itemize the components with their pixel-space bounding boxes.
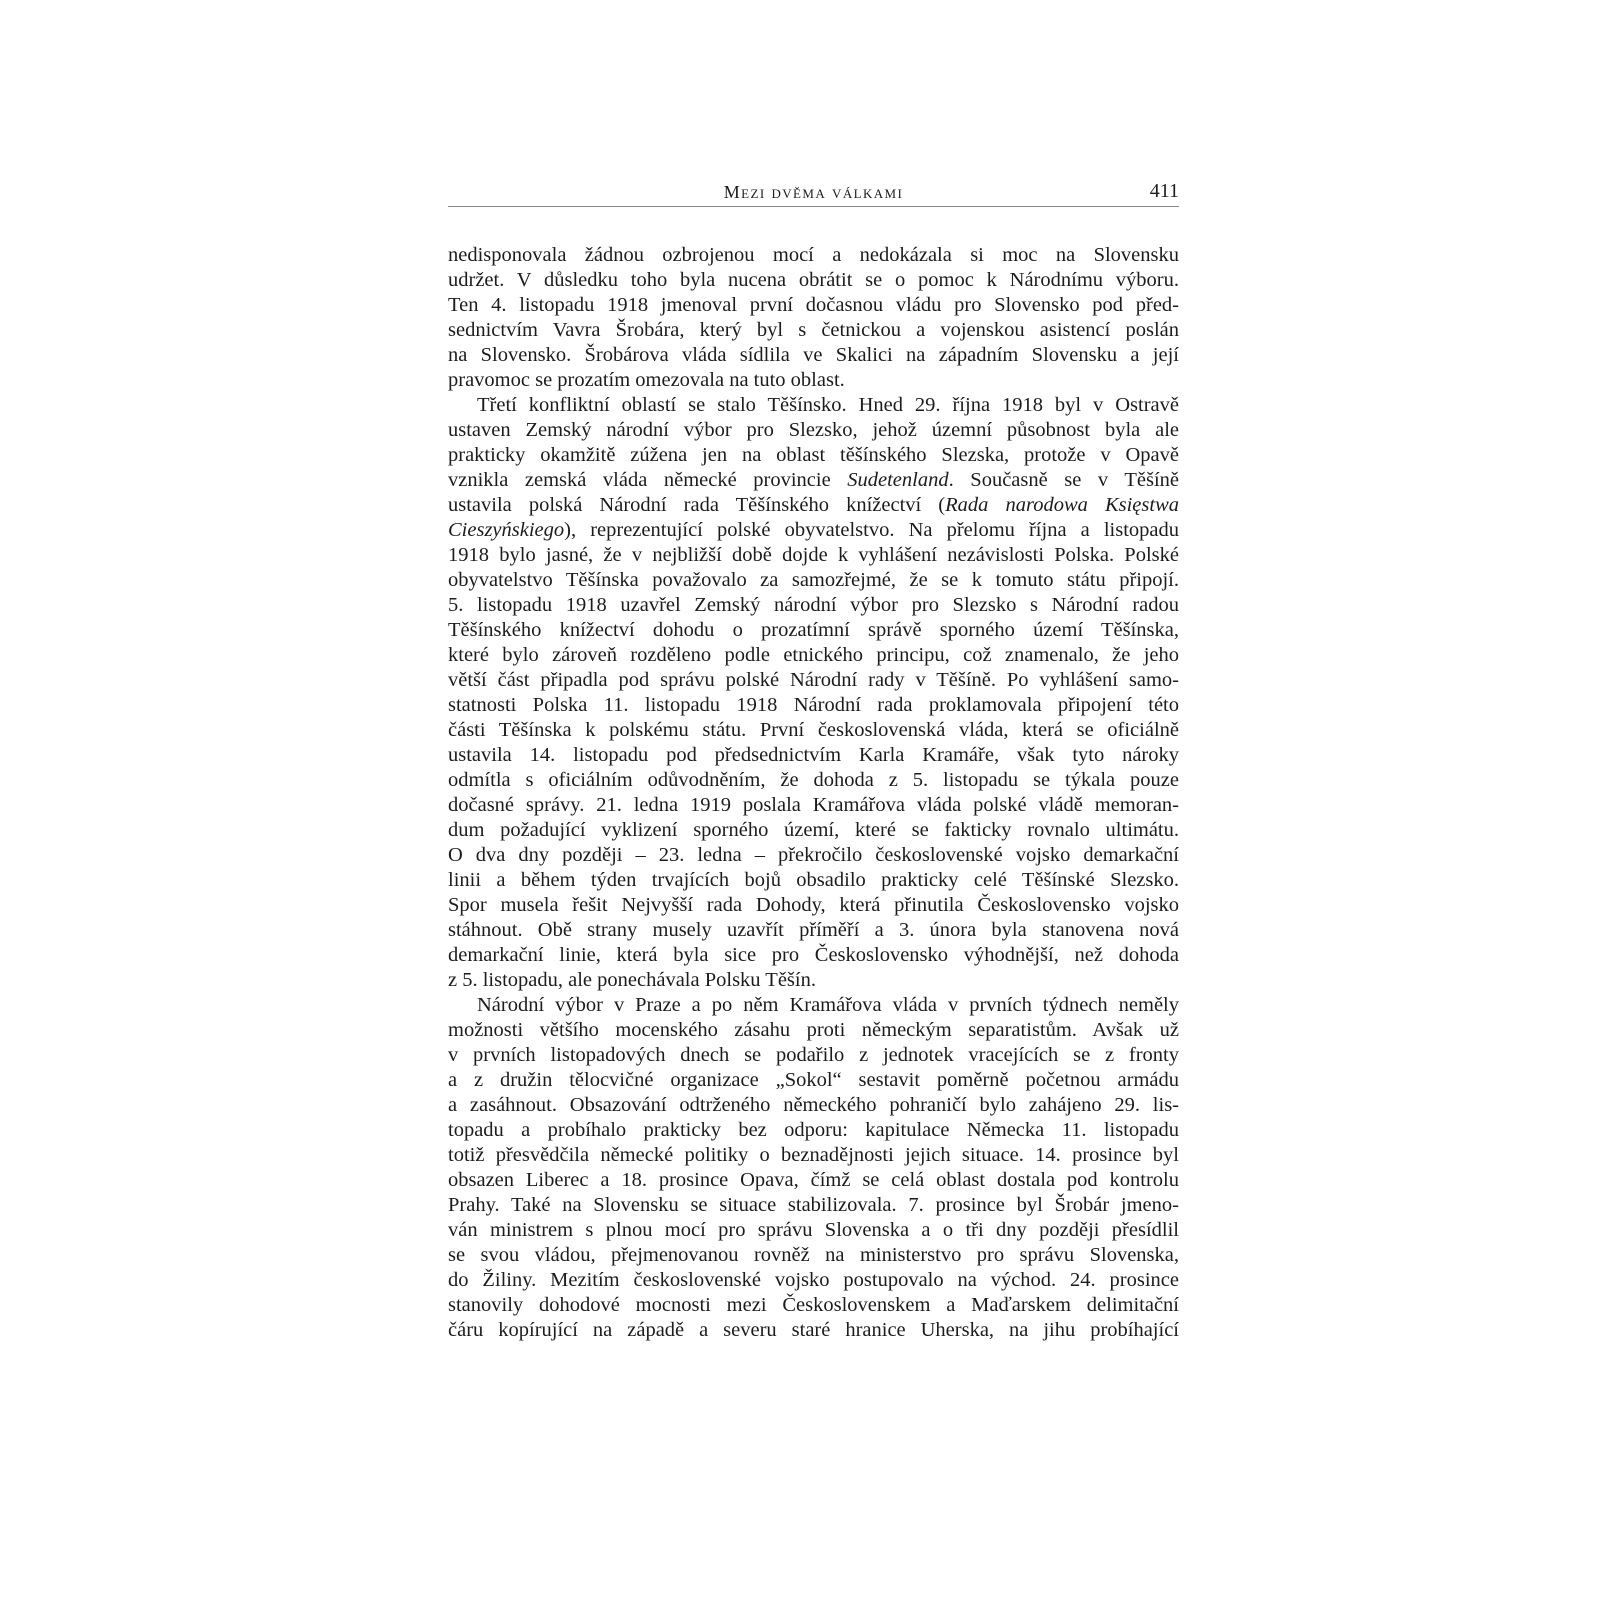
text-run: ), reprezentující polské obyvatelstvo. Na přelomu října a listopadu <box>564 519 1179 541</box>
text-line: Prahy. Také na Slovensku se situace stabilizovala. 7. prosince byl Šrobár jmeno- <box>448 1194 1179 1216</box>
text-line: statnosti Polska 11. listopadu 1918 Národní rada proklamovala připojení této <box>448 694 1179 716</box>
text-run: vznikla zemská vláda německé provincie <box>448 469 848 491</box>
page-number: 411 <box>1149 180 1179 202</box>
paragraph-2 <box>448 393 1179 993</box>
italic-term: Sudetenland <box>847 469 949 491</box>
text-line: stáhnout. Obě strany musely uzavřít příměří a 3. února byla stanovena nová <box>448 919 1179 941</box>
book-page <box>448 176 1179 1343</box>
text-line: se svou vládou, přejmenovanou rovněž na ministerstvo pro správu Slovenska, <box>448 1244 1179 1266</box>
text-line: Národní výbor v Praze a po něm Kramářova vláda v prvních týdnech neměly <box>477 994 1179 1016</box>
text-line <box>448 468 1179 493</box>
text-line <box>448 518 1179 543</box>
text-line: stanovily dohodové mocnosti mezi Československem a Maďarskem delimitační <box>448 1294 1179 1316</box>
text-line: prakticky okamžitě zúžena jen na oblast těšínského Slezska, protože v Opavě <box>448 444 1179 466</box>
text-line: odmítla s oficiálním odůvodněním, že dohoda z 5. listopadu se týkala pouze <box>448 769 1179 791</box>
text-line: Třetí konfliktní oblastí se stalo Těšínsko. Hned 29. října 1918 byl v Ostravě <box>477 394 1179 416</box>
text-line: na Slovensko. Šrobárova vláda sídlila ve Skalici na západním Slovensku a její <box>448 344 1179 366</box>
text-line: totiž přesvědčila německé politiky o beznadějnosti jejich situace. 14. prosince byl <box>448 1144 1179 1166</box>
italic-term: Cieszyńskiego <box>448 519 565 541</box>
text-line: čáru kopírující na západě a severu staré hranice Uherska, na jihu probíhající <box>448 1319 1179 1341</box>
text-line: z 5. listopadu, ale ponechávala Polsku Těšín. <box>448 969 816 991</box>
text-line: které bylo zároveň rozděleno podle etnického principu, což znamenalo, že jeho <box>448 644 1179 666</box>
running-title: Mezi dvěma válkami <box>723 182 904 202</box>
text-line: obyvatelstvo Těšínska považovalo za samozřejmé, že se k tomuto státu připojí. <box>448 569 1179 591</box>
italic-term: Rada narodowa Księstwa <box>945 494 1179 516</box>
text-line: dum požadující vyklizení sporného území, které se fakticky rovnalo ultimátu. <box>448 819 1179 841</box>
text-line: 5. listopadu 1918 uzavřel Zemský národní výbor pro Slezsko s Národní radou <box>448 594 1179 616</box>
text-line: Těšínského knížectví dohodu o prozatímní správě sporného území Těšínska, <box>448 619 1179 641</box>
text-line: linii a během týden trvajících bojů obsadilo prakticky celé Těšínské Slezsko. <box>448 869 1179 891</box>
text-line: Spor musela řešit Nejvyšší rada Dohody, která přinutila Československo vojsko <box>448 894 1179 916</box>
text-line: a zasáhnout. Obsazování odtrženého německého pohraničí bylo zahájeno 29. lis- <box>448 1094 1179 1116</box>
text-run: . Současně se v Těšíně <box>948 469 1179 491</box>
text-line: možnosti většího mocenského zásahu proti německým separatistům. Avšak už <box>448 1019 1179 1041</box>
text-line: nedisponovala žádnou ozbrojenou mocí a nedokázala si moc na Slovensku <box>448 244 1179 266</box>
text-line: větší část připadla pod správu polské Národní rady v Těšíně. Po vyhlášení samo- <box>448 669 1179 691</box>
text-line: dočasné správy. 21. ledna 1919 poslala Kramářova vláda polské vládě memoran- <box>448 794 1179 816</box>
text-line: obsazen Liberec a 18. prosince Opava, čímž se celá oblast dostala pod kontrolu <box>448 1169 1179 1191</box>
text-line: v prvních listopadových dnech se podařilo z jednotek vracejících se z fronty <box>448 1044 1179 1066</box>
text-line: části Těšínska k polskému státu. První československá vláda, která se oficiálně <box>448 719 1179 741</box>
text-line: udržet. V důsledku toho byla nucena obrátit se o pomoc k Národnímu výboru. <box>448 269 1179 291</box>
text-line: do Žiliny. Mezitím československé vojsko postupovalo na východ. 24. prosince <box>448 1269 1179 1291</box>
body-text <box>448 243 1179 1343</box>
text-line: O dva dny později – 23. ledna – překročilo československé vojsko demarkační <box>448 844 1179 866</box>
text-run: ustavila polská Národní rada Těšínského knížectví ( <box>448 494 946 516</box>
paragraph-1 <box>448 243 1179 393</box>
text-line: sednictvím Vavra Šrobára, který byl s četnickou a vojenskou asistencí poslán <box>448 319 1179 341</box>
text-line: 1918 bylo jasné, že v nejbližší době dojde k vyhlášení nezávislosti Polska. Polské <box>448 544 1179 566</box>
text-line: ustavila 14. listopadu pod předsednictvím Karla Kramáře, však tyto nároky <box>448 744 1179 766</box>
text-line: ustaven Zemský národní výbor pro Slezsko, jehož územní působnost byla ale <box>448 419 1179 441</box>
text-line: a z družin tělocvičné organizace „Sokol“ sestavit poměrně početnou armádu <box>448 1069 1179 1091</box>
text-line: demarkační linie, která byla sice pro Československo výhodnější, než dohoda <box>448 944 1179 966</box>
text-line: topadu a probíhalo prakticky bez odporu: kapitulace Německa 11. listopadu <box>448 1119 1179 1141</box>
text-line: ván ministrem s plnou mocí pro správu Slovenska a o tři dny později přesídlil <box>448 1219 1179 1241</box>
text-line <box>448 493 1179 518</box>
running-head <box>448 176 1179 207</box>
paragraph-3 <box>448 993 1179 1343</box>
text-line: Ten 4. listopadu 1918 jmenoval první dočasnou vládu pro Slovensko pod před- <box>448 294 1179 316</box>
text-line: pravomoc se prozatím omezovala na tuto oblast. <box>448 369 845 391</box>
